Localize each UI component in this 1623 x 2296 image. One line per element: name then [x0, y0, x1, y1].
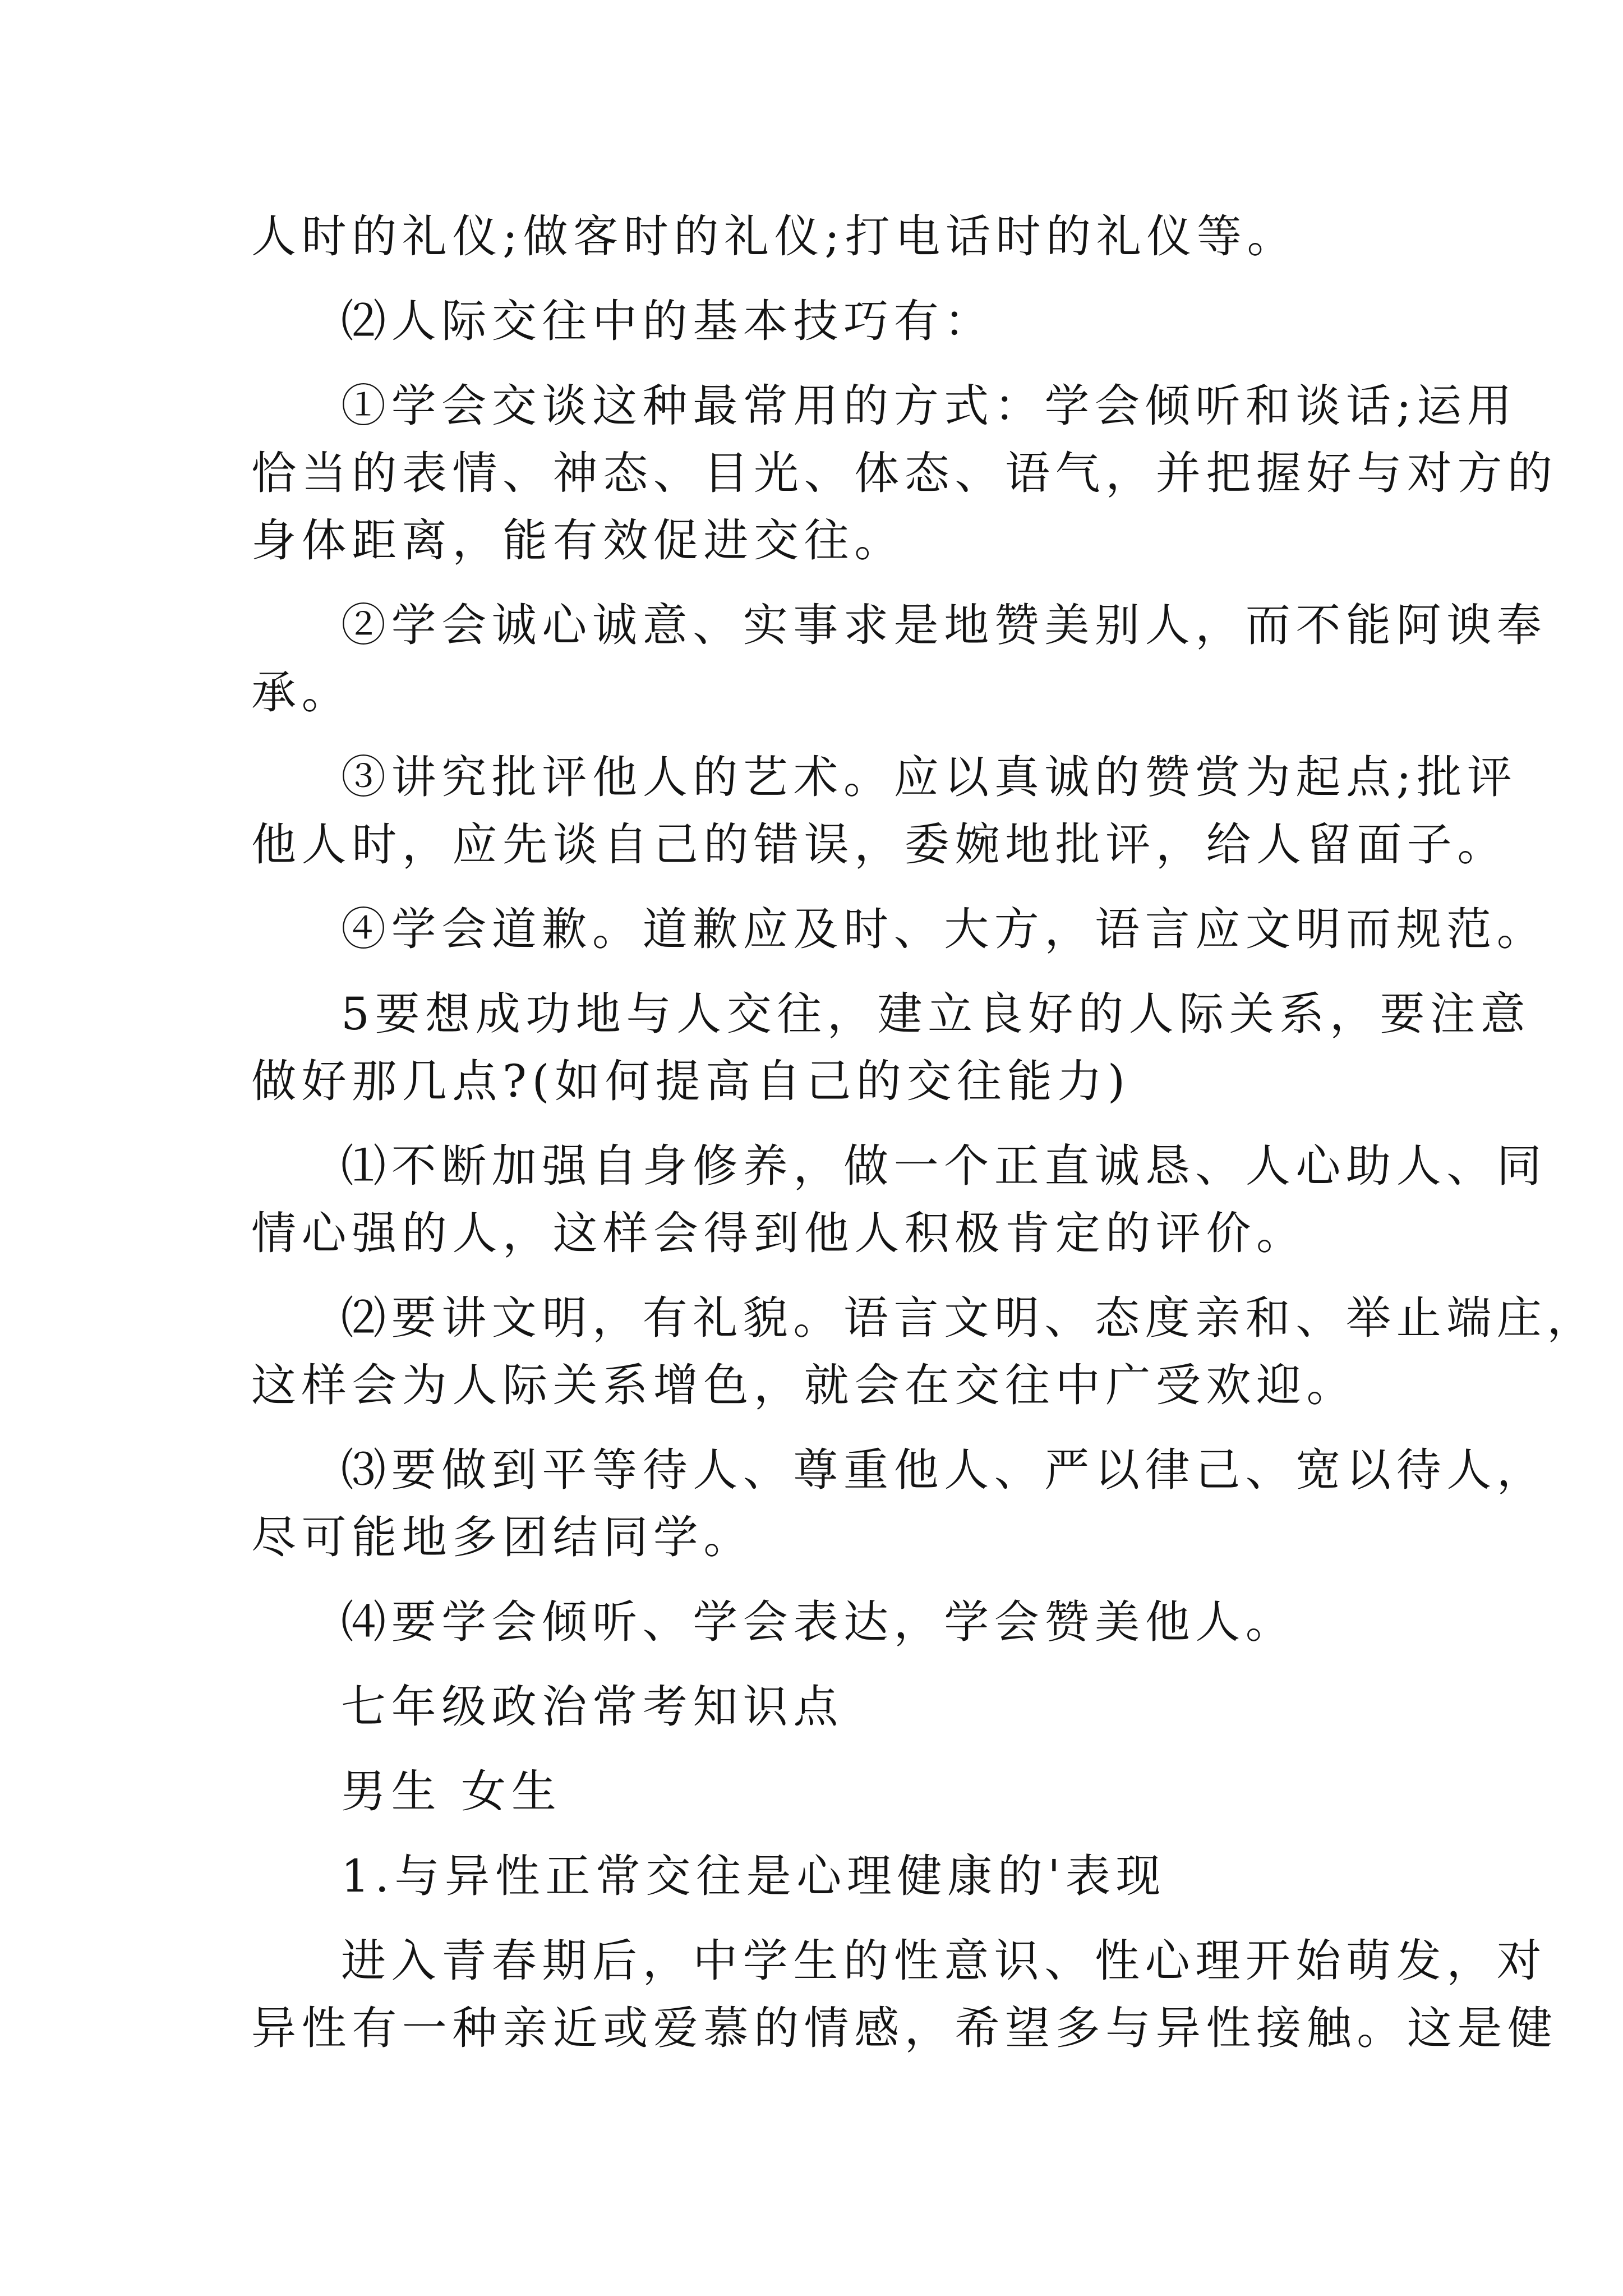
text-line: 5要想成功地与人交往，建立良好的人际关系，要注意: [341, 988, 1531, 1040]
text-line: 这样会为人际关系增色，就会在交往中广受欢迎。: [251, 1359, 1357, 1411]
text-line: ④学会道歉。道歉应及时、大方，语言应文明而规范。: [341, 903, 1547, 955]
text-line: ①学会交谈这种最常用的方式：学会倾听和谈话;运用: [341, 380, 1518, 432]
text-line: 男生 女生: [341, 1765, 562, 1818]
text-line: 异性有一种亲近或爱慕的情感，希望多与异性接触。这是健: [251, 2002, 1558, 2054]
text-line: 他人时，应先谈自己的错误，委婉地批评，给人留面子。: [251, 818, 1507, 871]
text-line: 进入青春期后，中学生的性意识、性心理开始萌发，对: [341, 1935, 1547, 1987]
text-line: 身体距离，能有效促进交往。: [251, 514, 905, 567]
text-line: ⑴不断加强自身修养，做一个正直诚恳、人心助人、同: [341, 1140, 1547, 1192]
text-line: ②学会诚心诚意、实事求是地赞美别人，而不能阿谀奉: [341, 599, 1547, 651]
text-line: 1.与异性正常交往是心理健康的'表现: [341, 1850, 1166, 1902]
text-line: ⑵人际交往中的基本技巧有：: [341, 295, 994, 347]
text-line: ⑵要讲文明，有礼貌。语言文明、态度亲和、举止端庄，: [341, 1292, 1597, 1344]
text-line: 尽可能地多团结同学。: [251, 1511, 754, 1563]
text-line: ⑷要学会倾听、学会表达，学会赞美他人。: [341, 1596, 1296, 1648]
text-line: ③讲究批评他人的艺术。应以真诚的赞赏为起点;批评: [341, 751, 1518, 803]
text-line: 人时的礼仪;做客时的礼仪;打电话时的礼仪等。: [251, 210, 1298, 263]
text-line: 做好那几点?(如何提高自己的交往能力): [251, 1055, 1131, 1107]
section-heading: 七年级政治常考知识点: [341, 1681, 843, 1733]
document-body: [251, 203, 1597, 2062]
text-line: 恰当的表情、神态、目光、体态、语气，并把握好与对方的: [251, 447, 1558, 499]
text-line: 承。: [251, 666, 352, 719]
text-line: ⑶要做到平等待人、尊重他人、严以律己、宽以待人，: [341, 1444, 1547, 1496]
text-line: 情心强的人，这样会得到他人积极肯定的评价。: [251, 1207, 1307, 1259]
